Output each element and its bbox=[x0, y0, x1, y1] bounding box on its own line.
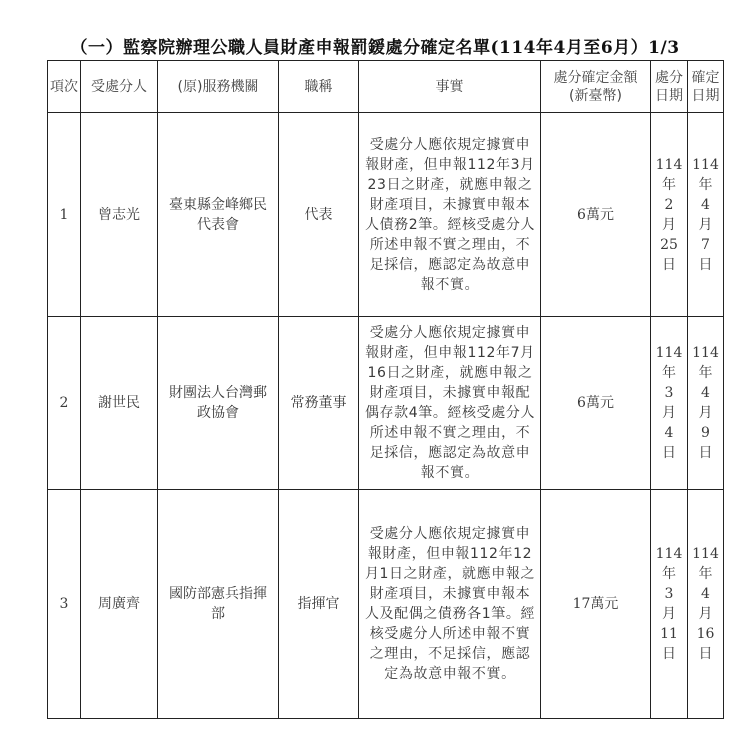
cell-position: 指揮官 bbox=[279, 490, 359, 719]
date-part: 日 bbox=[698, 256, 713, 273]
cell-confirm-date bbox=[688, 317, 724, 490]
date-part: 日 bbox=[698, 445, 713, 461]
document-title: （一）監察院辦理公職人員財產申報罰鍰處分確定名單(114年4月至6月）1/3 bbox=[70, 38, 680, 58]
date-part: 月 bbox=[698, 405, 713, 421]
date-part: 114 bbox=[655, 546, 683, 562]
header-amount bbox=[541, 61, 651, 113]
table-header-row bbox=[48, 61, 724, 113]
cell-amount: 6萬元 bbox=[541, 317, 651, 490]
cell-penalty-date bbox=[651, 113, 688, 317]
table-row bbox=[48, 317, 724, 490]
header-name: 受處分人 bbox=[81, 61, 158, 113]
cell-amount: 6萬元 bbox=[541, 113, 651, 317]
date-part: 年 bbox=[698, 365, 713, 381]
cell-no: 1 bbox=[48, 113, 81, 317]
date-part: 月 bbox=[698, 216, 713, 233]
header-position: 職稱 bbox=[279, 61, 359, 113]
cell-facts: 受處分人應依規定據實申報財產，但申報112年3月23日之財產，就應申報之財產項目，未據實申報本人債務2筆。經核受處分人所述申報不實之理由，不足採信，應認定為故意申報不實。 bbox=[359, 113, 541, 317]
cell-facts: 受處分人應依規定據實申報財產，但申報112年7月16日之財產，就應申報之財產項目，未據實申報配偶存款4筆。經核受處分人所述申報不實之理由，不足採信，應認定為故意申報不實。 bbox=[359, 317, 541, 490]
cell-amount: 17萬元 bbox=[541, 490, 651, 719]
header-no: 項次 bbox=[48, 61, 81, 113]
cell-confirm-date bbox=[688, 490, 724, 719]
date-part: 11 bbox=[660, 626, 678, 642]
date-part: 4 bbox=[701, 385, 710, 401]
date-part: 月 bbox=[662, 606, 676, 622]
date-part: 7 bbox=[701, 236, 710, 253]
cell-facts: 受處分人應依規定據實申報財產，但申報112年12月1日之財產，就應申報之財產項目，未據實申報本人及配偶之債務各1筆。經核受處分人所述申報不實之理由，不足採信，應認定為故意申報不實。 bbox=[359, 490, 541, 719]
cell-penalty-date bbox=[651, 490, 688, 719]
header-facts: 事實 bbox=[359, 61, 541, 113]
date-part: 114 bbox=[692, 345, 719, 361]
date-part: 3 bbox=[664, 586, 674, 602]
date-part: 年 bbox=[698, 566, 713, 582]
date-part: 4 bbox=[664, 425, 674, 441]
cell-org: 國防部憲兵指揮部 bbox=[158, 490, 279, 719]
penalty-roster-table bbox=[47, 60, 724, 719]
date-part: 年 bbox=[698, 176, 713, 193]
date-part: 114 bbox=[692, 546, 719, 562]
table-row bbox=[48, 113, 724, 317]
date-part: 114 bbox=[692, 156, 719, 173]
date-part: 16 bbox=[696, 626, 715, 642]
header-amount-line2: (新臺幣) bbox=[569, 87, 622, 104]
date-part: 年 bbox=[662, 365, 676, 381]
header-amount-line1: 處分確定金額 bbox=[553, 69, 638, 86]
cell-confirm-date bbox=[688, 113, 724, 317]
date-part: 日 bbox=[662, 256, 676, 273]
header-penalty-date-line2: 日期 bbox=[655, 87, 683, 104]
cell-penalty-date bbox=[651, 317, 688, 490]
date-part: 9 bbox=[701, 425, 710, 441]
date-part: 年 bbox=[662, 176, 676, 193]
date-part: 25 bbox=[660, 236, 678, 253]
date-part: 年 bbox=[662, 566, 676, 582]
cell-org: 臺東縣金峰鄉民代表會 bbox=[158, 113, 279, 317]
header-penalty-date-line1: 處分 bbox=[655, 69, 683, 86]
header-confirm-date bbox=[688, 61, 724, 113]
date-part: 月 bbox=[662, 216, 676, 233]
date-part: 114 bbox=[655, 156, 683, 173]
table-row bbox=[48, 490, 724, 719]
date-part: 日 bbox=[662, 445, 676, 461]
cell-no: 3 bbox=[48, 490, 81, 719]
date-part: 4 bbox=[701, 196, 710, 213]
header-confirm-date-line1: 確定 bbox=[691, 69, 720, 86]
date-part: 日 bbox=[662, 646, 676, 662]
date-part: 114 bbox=[655, 345, 683, 361]
header-confirm-date-line2: 日期 bbox=[691, 87, 720, 104]
date-part: 月 bbox=[698, 606, 713, 622]
cell-name: 謝世民 bbox=[81, 317, 158, 490]
cell-name: 周廣齊 bbox=[81, 490, 158, 719]
date-part: 3 bbox=[664, 385, 674, 401]
header-org: (原)服務機關 bbox=[158, 61, 279, 113]
cell-no: 2 bbox=[48, 317, 81, 490]
date-part: 4 bbox=[701, 586, 710, 602]
cell-position: 代表 bbox=[279, 113, 359, 317]
date-part: 2 bbox=[664, 196, 674, 213]
cell-org: 財團法人台灣郵政協會 bbox=[158, 317, 279, 490]
cell-position: 常務董事 bbox=[279, 317, 359, 490]
header-penalty-date bbox=[651, 61, 688, 113]
date-part: 月 bbox=[662, 405, 676, 421]
date-part: 日 bbox=[698, 646, 713, 662]
cell-name: 曾志光 bbox=[81, 113, 158, 317]
